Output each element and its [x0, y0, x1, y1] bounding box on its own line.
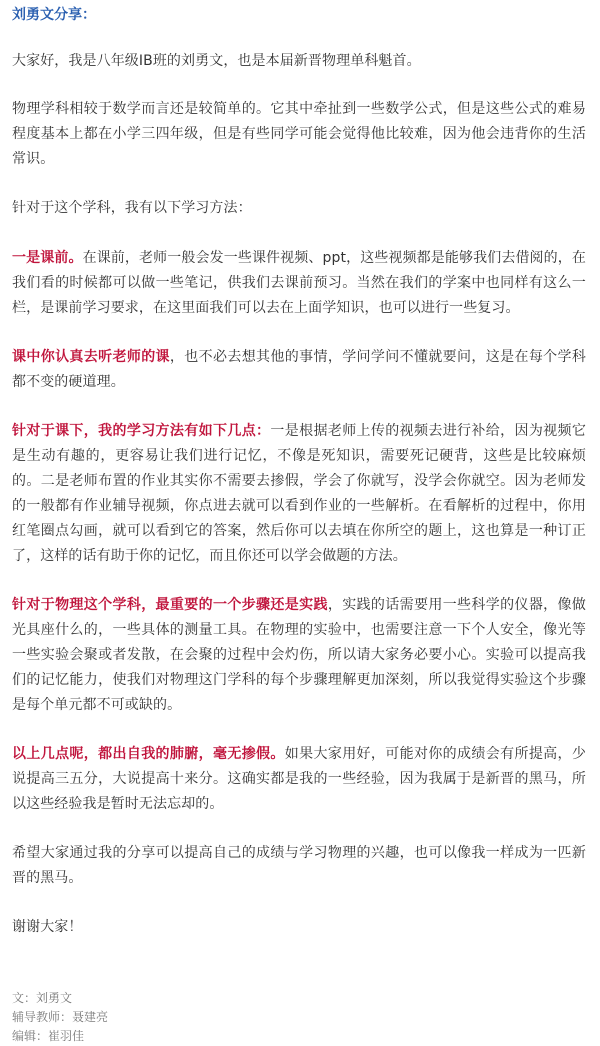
highlight-in-class: 课中你认真去听老师的课: [12, 349, 170, 365]
highlight-practice: 针对于物理这个学科，最重要的一个步骤还是实践: [12, 597, 328, 613]
credit-author: 文：刘勇文: [12, 991, 73, 1005]
highlight-after-class: 针对于课下，我的学习方法有如下几点：: [12, 423, 271, 439]
paragraph-summary-text: 如果大家用好，可能对你的成绩会有所提高，少说提高三五分，大说提高十来分。这确实都是我的一些经验，因为我属于是新晋的黑马，所以这些经验我是暂时无法忘却的。: [12, 746, 586, 812]
paragraph-in-class-text: ，也不必去想其他的事情，学问学问不懂就要问，这是在每个学科都不变的硬道理。: [12, 349, 586, 390]
paragraph-thanks: 谢谢大家！: [12, 919, 83, 935]
paragraph-overview: 物理学科相较于数学而言还是较简单的。它其中牵扯到一些数学公式，但是这些公式的难易程度基本上都在小学三四年级，但是有些同学可能会觉得他比较难，因为他会违背你的生活常识。: [12, 101, 586, 167]
paragraph-before-class-text: 在课前，老师一般会发一些课件视频、ppt，这些视频都是能够我们去借阅的，在我们看的时候都可以做一些笔记，供我们去课前预习。当然在我们的学案中也同样有这么一栏，是课前学习要求，在这里面我们可以去在上面学知识，也可以进行一些复习。: [12, 250, 587, 316]
paragraph-intro: 大家好，我是八年级IB班的刘勇文，也是本届新晋物理单科魁首。: [12, 53, 421, 69]
credit-tutor: 辅导教师：聂建亮: [12, 1010, 109, 1024]
paragraph-after-class: [12, 419, 586, 569]
paragraph-before-class: [12, 246, 586, 321]
credit-editor: 编辑：崔羽佳: [12, 1029, 85, 1043]
paragraph-methods-lead: 针对于这个学科，我有以下学习方法：: [12, 200, 252, 216]
paragraph-practice-text: ，实践的话需要用一些科学的仪器，像做光具座什么的，一些具体的测量工具。在物理的实验中，也需要注意一下个人安全，像光等一些实验会聚或者发散，在会聚的过程中会灼伤，所以请大家务必要小心。实验可以提高我们的记忆能力，使我们对物理这门学科的每个步骤理解更加深刻，所以我觉得实验这个步骤是每个单元都不可或缺的。: [12, 597, 586, 713]
paragraph-summary: [12, 742, 586, 817]
paragraph-after-class-text: 一是根据老师上传的视频去进行补给，因为视频它是生动有趣的，更容易让我们进行记忆，不像是死知识，需要死记硬背，这些是比较麻烦的。二是老师布置的作业其实你不需要去掺假，学会了你就写，没学会你就空。因为老师发的一般都有作业辅导视频，你点进去就可以看到作业的一些解析。在看解析的过程中，你用红笔圈点勾画，就可以看到它的答案，然后你可以去填在你所空的题上，这也算是一种订正了，这样的话有助于你的记忆，而且你还可以学会做题的方法。: [12, 423, 586, 564]
credits: [12, 989, 586, 1046]
highlight-before-class: 一是课前。: [12, 250, 83, 266]
paragraph-wish: 希望大家通过我的分享可以提高自己的成绩与学习物理的兴趣，也可以像我一样成为一匹新晋的黑马。: [12, 845, 586, 886]
highlight-summary: 以上几点呢，都出自我的肺腑，毫无掺假。: [12, 746, 285, 762]
paragraph-in-class: [12, 345, 586, 395]
article-title: 刘勇文分享：: [12, 7, 96, 23]
paragraph-practice: [12, 593, 586, 718]
